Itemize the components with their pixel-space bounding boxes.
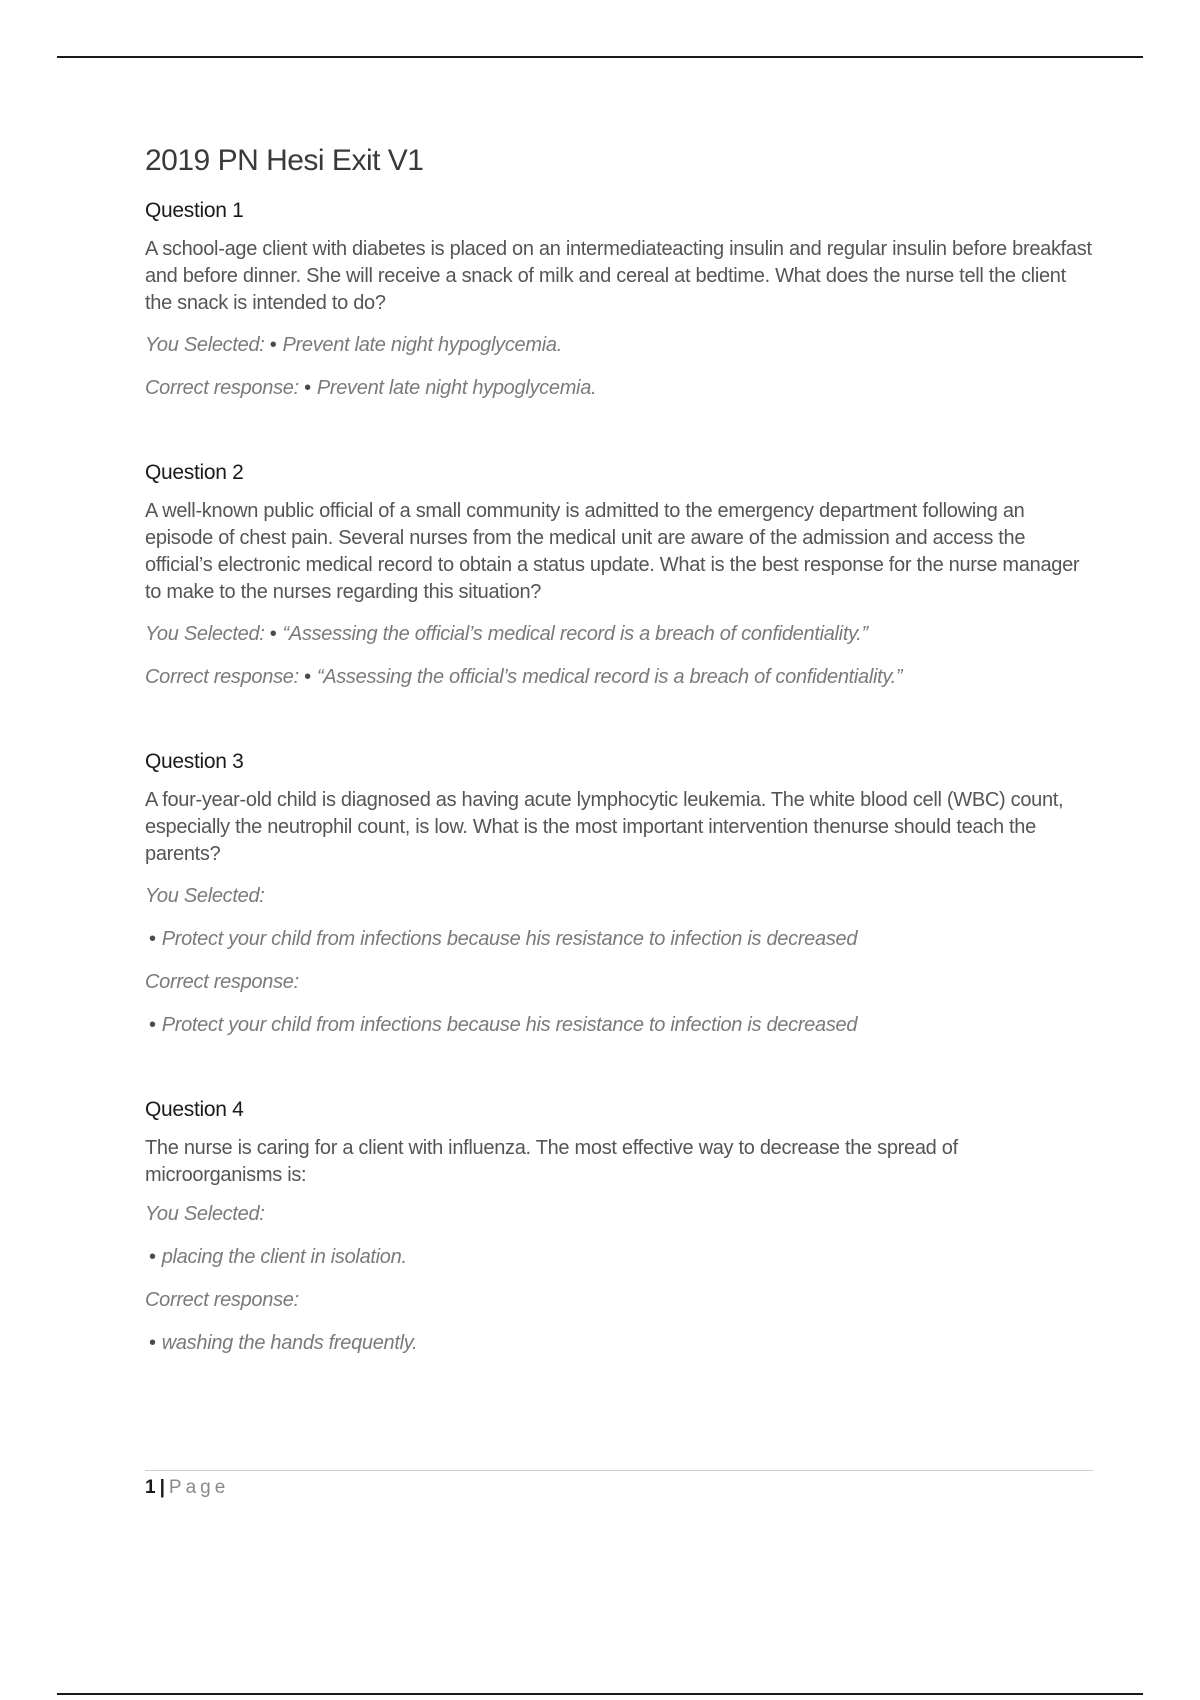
question-text: The nurse is caring for a client with influenza. The most effective way to decrease the spread of microorganisms is: [145,1137,958,1186]
bullet-icon: • [149,928,156,950]
question-heading: Question 1 [145,199,244,222]
selected-answer: “Assessing the official’s medical record is a breach of confidentiality.” [282,623,868,645]
selected-answer-line [145,332,1095,359]
selected-answer-line [145,1244,1095,1271]
correct-answer: “Assessing the official’s medical record is a breach of confidentiality.” [316,666,903,688]
selected-label: You Selected: [145,1203,265,1225]
correct-answer: washing the hands frequently. [161,1332,418,1354]
question-text: A school-age client with diabetes is placed on an intermediateacting insulin and regular insulin before breakfast and before dinner. She will receive a snack of milk and cereal at bedtime. What does the nurse tell the client the snack is intended to do? [145,238,1092,314]
bullet-icon: • [149,1246,156,1268]
question-heading: Question 4 [145,1098,244,1121]
correct-label: Correct response: [145,377,299,399]
correct-answer-line [145,1012,1095,1039]
correct-answer: Prevent late night hypoglycemia. [316,377,597,399]
correct-label: Correct response: [145,1289,299,1311]
document-body [145,142,1095,1373]
selected-answer: Protect your child from infections because his resistance to infection is decreased [161,928,858,950]
bottom-rule [57,1693,1143,1695]
correct-answer-line [145,375,1095,402]
question-1 [145,198,1095,402]
top-rule [57,56,1143,58]
question-text: A four-year-old child is diagnosed as having acute lymphocytic leukemia. The white blood cell (WBC) count, especially the neutrophil count, is low. What is the most important intervention thenurse should teach the parents? [145,789,1064,865]
bullet-icon: • [149,1332,156,1354]
selected-label: You Selected: [145,334,265,356]
bullet-icon: • [269,334,277,356]
selected-answer: placing the client in isolation. [161,1246,407,1268]
bullet-icon: • [269,623,277,645]
question-heading: Question 2 [145,461,244,484]
question-text: A well-known public official of a small community is admitted to the emergency department following an episode of chest pain. Several nurses from the medical unit are aware of the admission and access the official’s electronic medical record to obtain a status update. What is the best response for the nurse manager to make to the nurses regarding this situation? [145,500,1080,603]
correct-answer-line [145,664,1095,691]
correct-answer: Protect your child from infections because his resistance to infection is decreased [161,1014,858,1036]
question-heading: Question 3 [145,750,244,773]
selected-answer-line [145,621,1095,648]
selected-answer-line [145,926,1095,953]
selected-label: You Selected: [145,623,265,645]
correct-label: Correct response: [145,971,299,993]
page-separator: | [159,1477,165,1498]
bullet-icon: • [304,377,311,399]
page-footer [145,1470,1093,1501]
page-label: Page [168,1477,230,1498]
bullet-icon: • [304,666,311,688]
question-4 [145,1097,1095,1357]
question-3 [145,749,1095,1039]
question-2 [145,460,1095,691]
correct-answer-line [145,1330,1095,1357]
selected-answer: Prevent late night hypoglycemia. [282,334,562,356]
correct-label: Correct response: [145,666,299,688]
selected-label: You Selected: [145,885,265,907]
document-title: 2019 PN Hesi Exit V1 [145,144,424,177]
bullet-icon: • [149,1014,156,1036]
page-number: 1 [145,1477,156,1498]
